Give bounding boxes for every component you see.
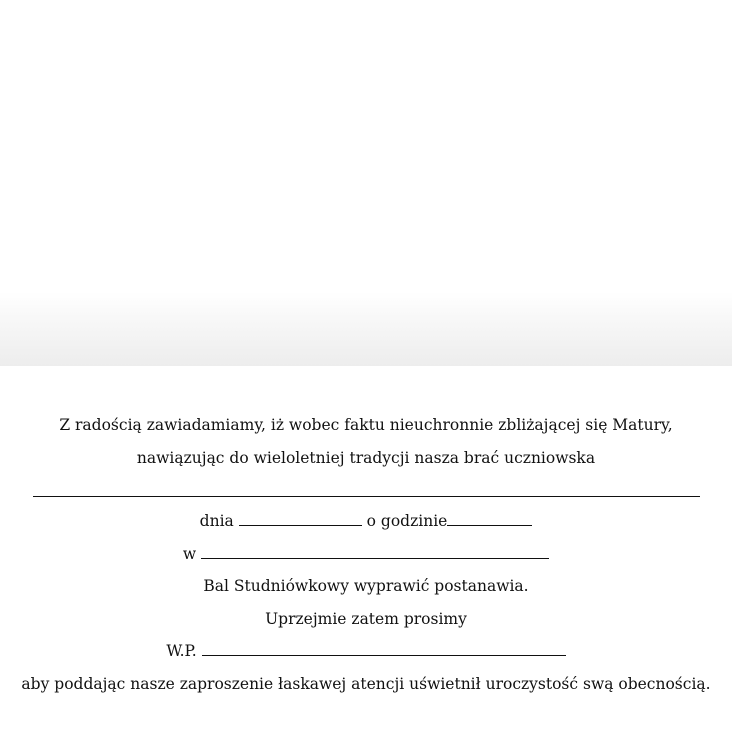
place-row (0, 544, 732, 564)
time-label: o godzinie (366, 512, 448, 530)
prosimy-line: Uprzejmie zatem prosimy (265, 610, 467, 628)
place-label: w (182, 545, 197, 563)
date-blank (239, 511, 362, 526)
date-time-row (0, 511, 732, 531)
time-blank (447, 511, 532, 526)
school-name-blank (33, 496, 700, 497)
place-blank (201, 544, 549, 559)
date-label: dnia (199, 512, 234, 530)
final-line: aby poddając nasze zaproszenie łaskawej atencji uświetnił uroczystość swą obecnością. (21, 675, 711, 693)
bal-line: Bal Studniówkowy wyprawić postanawia. (203, 577, 529, 595)
guest-row (0, 641, 732, 661)
guest-label: W.P. (166, 642, 197, 660)
intro-line-2: nawiązując do wieloletniej tradycji nasza brać uczniowska (136, 449, 596, 467)
intro-line-1: Z radością zawiadamiamy, iż wobec faktu nieuchronnie zbliżającej się Matury, (59, 416, 673, 434)
guest-blank (202, 641, 566, 656)
